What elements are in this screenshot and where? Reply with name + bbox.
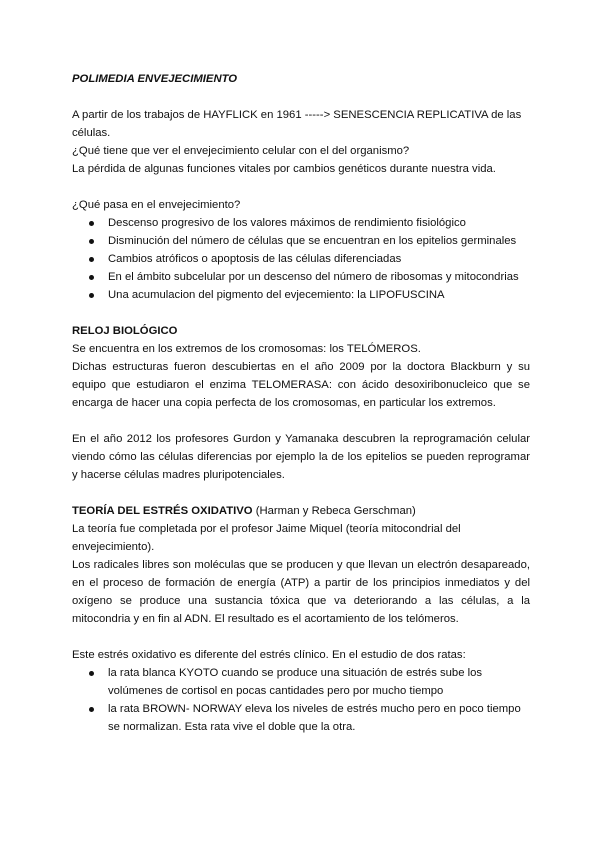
list-item: Una acumulacion del pigmento del evjecemiento: la LIPOFUSCINA (72, 286, 530, 304)
rats-list (72, 664, 530, 736)
aging-question: ¿Qué pasa en el envejecimiento? (72, 199, 241, 211)
list-item: En el ámbito subcelular por un descenso del número de ribosomas y mitocondrias (72, 268, 530, 286)
stress-heading-note: (Harman y Rebeca Gerschman) (255, 505, 416, 517)
stress-paragraph-3: Este estrés oxidativo es diferente del estrés clínico. En el estudio de dos ratas: (72, 649, 466, 661)
clock-heading: RELOJ BIOLÓGICO (72, 325, 178, 337)
list-item: Cambios atróficos o apoptosis de las células diferenciadas (72, 250, 530, 268)
clock-paragraph-3: En el año 2012 los profesores Gurdon y Yamanaka descubren la reprogramación celular viendo cómo las células diferencias por ejemplo la de los epitelios se pueden reprogramar y hacerse células madres pluripotenciales. (72, 433, 530, 481)
stress-heading (72, 502, 530, 520)
list-item: Disminución del número de células que se encuentran en los epitelios germinales (72, 232, 530, 250)
stress-heading-title: TEORÍA DEL ESTRÉS OXIDATIVO (72, 505, 253, 517)
document-body (72, 70, 530, 736)
stress-paragraph-2: Los radicales libres son moléculas que se producen y que llevan un electrón desapareado, en el proceso de formación de energía (ATP) a partir de los principios inmediatos y del oxígeno se produce una sustancia tóxica que va deteriorando a las células, a la mitocondria y en fin al ADN. El resultado es el acortamiento de los telómeros. (72, 559, 530, 625)
intro-paragraph-3: La pérdida de algunas funciones vitales por cambios genéticos durante nuestra vida. (72, 163, 496, 175)
clock-paragraph-2: Dichas estructuras fueron descubiertas en el año 2009 por la doctora Blackburn y su equipo que estudiaron el enzima TELOMERASA: con ácido desoxiribonucleico que se encarga de hacer una copia perfecta de los cromosomas, en particular los extremos. (72, 361, 530, 409)
list-item: Descenso progresivo de los valores máximos de rendimiento fisiológico (72, 214, 530, 232)
document-title: POLIMEDIA ENVEJECIMIENTO (72, 73, 238, 85)
intro-paragraph-2: ¿Qué tiene que ver el envejecimiento celular con el del organismo? (72, 145, 410, 157)
list-item: la rata blanca KYOTO cuando se produce una situación de estrés sube los volúmenes de cortisol en pocas cantidades pero por mucho tiempo (72, 664, 530, 700)
clock-paragraph-1: Se encuentra en los extremos de los cromosomas: los TELÓMEROS. (72, 343, 421, 355)
intro-paragraph-1: A partir de los trabajos de HAYFLICK en 1961 -----> SENESCENCIA REPLICATIVA de las células. (72, 109, 522, 139)
aging-list (72, 214, 530, 304)
stress-paragraph-1: La teoría fue completada por el profesor Jaime Miquel (teoría mitocondrial del envejecimiento). (72, 523, 461, 553)
list-item: la rata BROWN- NORWAY eleva los niveles de estrés mucho pero en poco tiempo se normalizan. Esta rata vive el doble que la otra. (72, 700, 530, 736)
